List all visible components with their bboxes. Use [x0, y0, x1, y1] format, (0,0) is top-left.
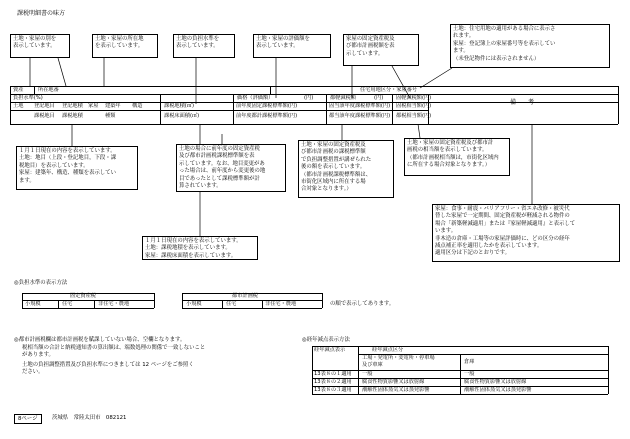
col-built-year: 建築年 [105, 103, 121, 109]
col-floor-area: 課税床面積(㎡) [164, 113, 200, 119]
col-prev-city-base: 前年度都計課税標準額(円) [236, 113, 298, 119]
keinen-heading: ◎経年減点表示方法 [302, 337, 350, 343]
col-reg-category: 登記地目 [34, 103, 55, 109]
callout-type: 土地・家屋の別を 表示しています。 [10, 34, 70, 58]
keinen-row-2-label: 13表８の２適用 [314, 379, 352, 385]
col-city-base: 都当該年度課税標準額(円) [329, 113, 391, 119]
col-fixed-equiv: 固税相当額(円) [396, 103, 432, 109]
line-c2 [58, 58, 66, 86]
page-title: 課税明細書の味方 [17, 10, 66, 17]
keinen-row-1-label: 13表８の１適用 [314, 371, 352, 377]
callout-tax-amount: 家屋の固定資産税及 び都市計画税額を表 示しています。 [343, 34, 419, 66]
col-city-reduction-unit: (円) [374, 95, 384, 101]
col-reg-area: 登記地積 [62, 103, 83, 109]
footer-city: 茨城県 常陸太田市 082121 [52, 415, 127, 421]
col-price-unit: (円) [304, 95, 314, 101]
futan-small: 小規模 [25, 301, 41, 307]
note-line-5: ださい。 [22, 369, 44, 375]
line-c10 [418, 124, 420, 138]
futan-residential: 住宅 [62, 301, 73, 307]
futan-city-label: 都市計画税 [232, 293, 258, 299]
keinen-header-category: 経年減点区分 [372, 347, 404, 353]
col-structure: 構造 [132, 103, 143, 109]
col-residential: 住宅用地区分・家屋番号 [360, 87, 418, 93]
col-city-equiv: 都税相当額(円) [396, 113, 432, 119]
note-line-1: ◎都市計画税欄は都市計画税を賦課していない場合、空欄となります。 [14, 337, 186, 343]
note-line-2: 税相当額の合計と納税通知書の算出額は、端数処理の関係で一致しないこと [22, 345, 206, 351]
col-location: 所在地番 [38, 87, 59, 93]
note-line-3: があります。 [22, 352, 54, 358]
line-c6 [420, 68, 452, 88]
col-city-reduction: 都軽減税額 [330, 95, 356, 101]
futan-non-residential: 非住宅・農地 [98, 301, 130, 307]
callout-base-amount: 土地・家屋の固定資産税及 び都市計画税の課税標準額 で負担調整措置が講ぜられた 後の額を表示しています。 （都市計画税課税標準額は、 市街化区域内に所在する場 合対象となります。） [298, 140, 394, 198]
col-burden: 負担水準(%) [13, 95, 43, 101]
col-prev-fixed-base: 前年度固定課税標準額(円) [236, 103, 298, 109]
futan-city-residential: 住宅 [226, 301, 237, 307]
col-tax-category: 課税地目 [34, 113, 55, 119]
futan-fixed-label: 固定資産税 [70, 293, 96, 299]
futan-heading: ◎負担水準の表示方法 [14, 280, 68, 286]
keinen-row-1-warehouse: 一般 [464, 371, 475, 377]
col-price: 価格（評価額） [237, 95, 274, 101]
callout-tax-equiv: 土地・家屋の固定資産税及び都市計 画税の相当額を表示しています。 （都市計画税相当額は，市街化区域内 に所在する場合対象となります。） [404, 138, 510, 176]
keinen-sub-factory: 工場・発電所・変電所・停車場 及び車庫 [362, 355, 435, 368]
callout-residential: 土地：住宅用地の適用がある場合に表示さ れます。 家屋：登記簿上の家屋番号等を表示してい ます。 （未登記物件には表示されません） [450, 24, 610, 68]
note-line-4: 土地の負担調整措置及び負担水準につきましては 12 ページをご参照く [22, 362, 194, 368]
callout-valuation: 土地・家屋の評価額を 表示しています。 [253, 34, 331, 58]
futan-suffix: の順で表示してあります。 [330, 301, 395, 307]
col-land: 土地 [13, 103, 24, 109]
futan-city-non-residential: 非住宅・農地 [265, 301, 297, 307]
callout-area: １月１日現在の内容を表示しています。 土地：課税地積を表示しています。 家屋：課税床面積を表示しています。 [142, 236, 258, 260]
keinen-header-display: 経年減点表示 [314, 347, 346, 353]
col-building: 家屋 [88, 103, 99, 109]
futan-city-small: 小規模 [186, 301, 202, 307]
col-fixed-base: 固当該年度課税標準額(円) [329, 103, 391, 109]
col-tax-land-area: 課税地積 [62, 113, 83, 119]
keinen-row-2-warehouse: 腐食性物質影響又は放射線 [464, 379, 527, 385]
col-kind: 種類 [105, 113, 116, 119]
keinen-row-3-warehouse: 潮解性固体蒸気又は蒸発影響 [464, 387, 532, 393]
keinen-row-3-factory: 潮解性固体蒸気又は蒸発影響 [362, 387, 430, 393]
callout-location: 土地・家屋の所在地 を表示しています。 [92, 34, 158, 58]
callout-prev-base: 土地の場合に前年度の固定資産税 及び都市計画税課税標準額を表 示しています。なお、地目変更があ った場合は、前年度から変更後の地 目であったとして課税標準額が計 算されています。 [176, 144, 286, 192]
keinen-row-1-factory: 一般 [362, 371, 373, 377]
callout-category: １月１日現在の内容を表示しています。 土地：地目（上段・登記地目，下段・課 税地目）を表示しています。 家屋：建築年、構造、種類を表示してい ます。 [16, 146, 138, 190]
col-tax-area: 課税地積(㎡) [164, 103, 194, 109]
col-fixed-reduction: 固軽減税額(円) [396, 95, 432, 101]
callout-remarks: 家屋：食事・耐震・バリアフリー・省エネ改修・被災代 替した家屋で一定期間、固定資産税が軽減される物件の 場合「新築軽減適用」または『家屋軽減適用』と表示して います。 非木造の倉庫・工場等の家屋評価時に、どの区分の経年 減点補正率を適用したかを表示しています。 適用区分は下記のとおりです。 [432, 204, 620, 262]
footer-page: 8ページ [14, 414, 42, 424]
keinen-row-3-label: 13表８の３適用 [314, 387, 352, 393]
keinen-sub-warehouse: 倉庫 [464, 359, 475, 365]
keinen-row-2-factory: 腐食性物質影響又は放射線 [362, 379, 425, 385]
col-asset: 資産 [13, 87, 24, 93]
callout-burden: 土地の負担水準を 表示しています。 [173, 34, 235, 58]
col-remarks: 備 考 [510, 99, 535, 106]
